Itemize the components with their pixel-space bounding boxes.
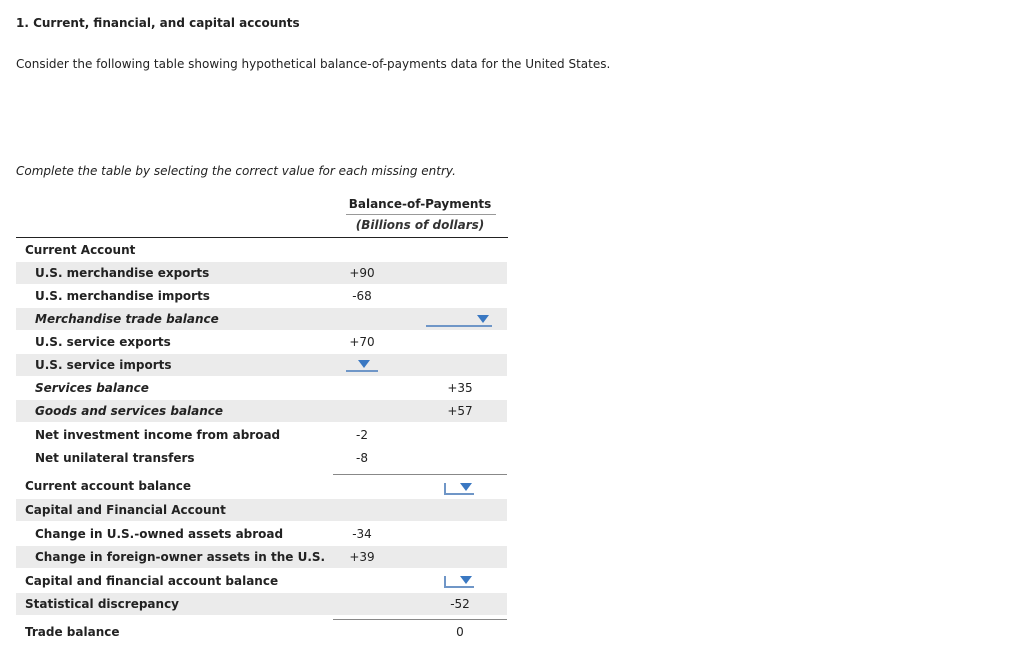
row-label: U.S. merchandise exports — [35, 266, 210, 280]
value-col1: +70 — [349, 335, 375, 349]
chevron-down-icon — [460, 576, 472, 584]
table-row — [16, 523, 507, 545]
row-label: Goods and services balance — [35, 404, 224, 418]
column-title-divider — [346, 214, 496, 215]
table-row — [16, 285, 507, 307]
row-label: Change in U.S.-owned assets abroad — [35, 527, 284, 541]
table-row — [16, 424, 507, 446]
intro-text: Consider the following table showing hypothetical balance-of-payments data for the United States. — [16, 57, 611, 71]
row-label: U.S. merchandise imports — [35, 289, 210, 303]
table-row — [16, 377, 507, 399]
value-col2: +35 — [447, 381, 473, 395]
row-label: U.S. service imports — [35, 358, 172, 372]
row-label: Capital and financial account balance — [25, 574, 279, 588]
table-row — [16, 400, 507, 422]
row-label: Trade balance — [25, 625, 120, 639]
table-row — [16, 308, 507, 330]
chevron-down-icon — [358, 360, 370, 368]
row-label: Current Account — [25, 243, 136, 257]
value-col2: +57 — [447, 404, 473, 418]
dropdown-underline — [444, 493, 474, 495]
capital-financial-balance-dropdown[interactable] — [444, 574, 474, 588]
row-label: Capital and Financial Account — [25, 503, 226, 517]
row-label: Net unilateral transfers — [35, 451, 195, 465]
merchandise-trade-balance-dropdown[interactable] — [426, 313, 492, 327]
row-label: Current account balance — [25, 479, 192, 493]
value-col1: +90 — [349, 266, 375, 280]
table-row — [16, 239, 507, 261]
dropdown-underline — [444, 586, 474, 588]
value-col1: -2 — [356, 428, 368, 442]
chevron-down-icon — [460, 483, 472, 491]
table-row — [16, 546, 507, 568]
instruction-text: Complete the table by selecting the correct value for each missing entry. — [16, 164, 456, 178]
table-row — [16, 331, 507, 353]
row-label: Change in foreign-owner assets in the U.S. — [35, 550, 326, 564]
dropdown-underline — [346, 370, 378, 372]
current-account-balance-dropdown[interactable] — [444, 481, 474, 495]
table-row — [16, 447, 507, 469]
value-col1: -34 — [352, 527, 372, 541]
value-col1: +39 — [349, 550, 375, 564]
column-title: Balance-of-Payments — [348, 197, 492, 211]
table-row — [16, 621, 507, 643]
section-title: 1. Current, financial, and capital accounts — [16, 16, 300, 30]
row-label: U.S. service exports — [35, 335, 171, 349]
table-row — [16, 593, 507, 615]
value-col1: -68 — [352, 289, 372, 303]
column-subtitle: (Billions of dollars) — [355, 218, 485, 232]
value-col2: -52 — [450, 597, 470, 611]
service-imports-dropdown[interactable] — [346, 358, 378, 372]
table-row — [16, 499, 507, 521]
row-label: Merchandise trade balance — [35, 312, 219, 326]
total-rule — [333, 619, 507, 620]
table-row — [16, 262, 507, 284]
dropdown-underline — [426, 325, 492, 327]
row-label: Statistical discrepancy — [25, 597, 180, 611]
chevron-down-icon — [477, 315, 489, 323]
value-col1: -8 — [356, 451, 368, 465]
table-top-rule — [16, 237, 508, 238]
value-col2: 0 — [456, 625, 464, 639]
table-row — [16, 354, 507, 376]
table-row — [16, 475, 507, 497]
table-row — [16, 570, 507, 592]
row-label: Services balance — [35, 381, 149, 395]
row-label: Net investment income from abroad — [35, 428, 281, 442]
